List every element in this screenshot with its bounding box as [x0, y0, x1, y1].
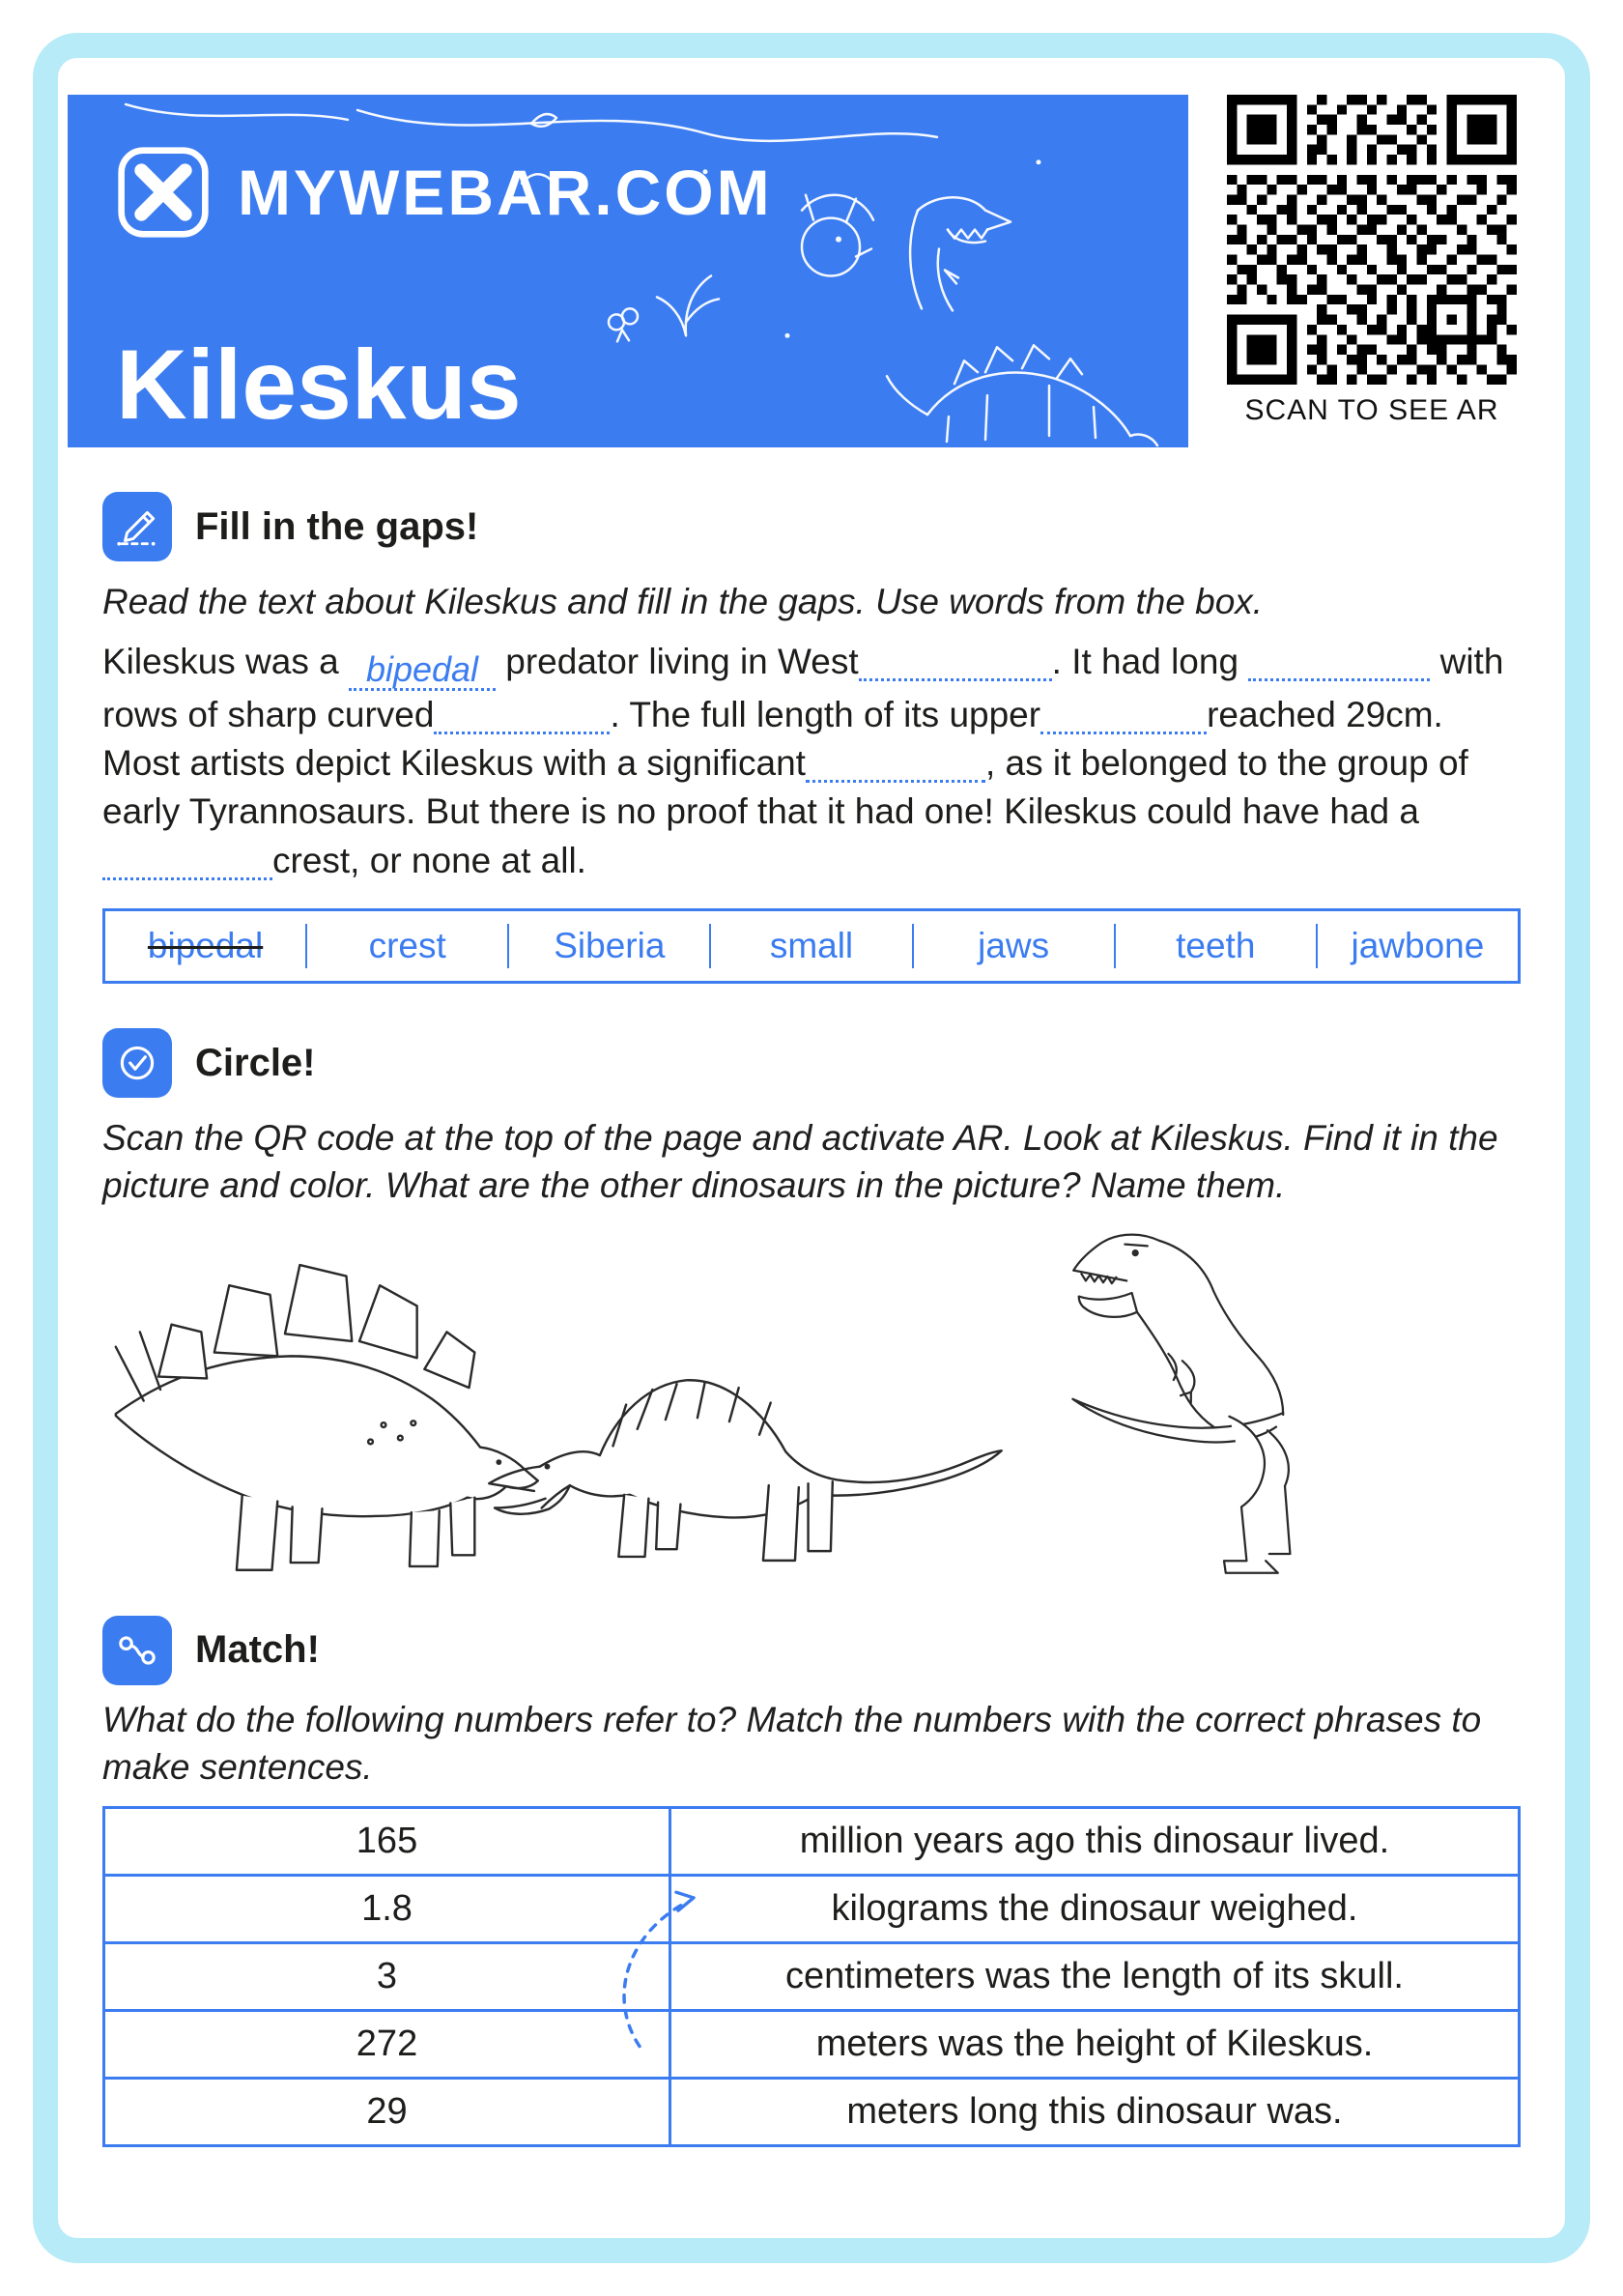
- paragraph-text: . The full length of its upper: [610, 694, 1041, 734]
- match-row: [104, 1943, 1520, 2011]
- fill-gaps-paragraph: [102, 638, 1521, 885]
- fill-gaps-heading: Fill in the gaps!: [195, 504, 479, 548]
- word-box-item: jaws: [978, 926, 1050, 966]
- match-row: [104, 1808, 1520, 1876]
- gap-blank: [102, 846, 272, 880]
- pencil-writing-icon: [102, 492, 172, 561]
- match-number-cell: 272: [104, 2011, 670, 2079]
- allosaurus-line-drawing: [1049, 1206, 1503, 1589]
- section-fill-gaps: [68, 492, 1555, 984]
- match-phrase-cell: meters was the height of Kileskus.: [670, 2011, 1520, 2079]
- circle-check-icon: [102, 1028, 172, 1098]
- gap-blank: [806, 748, 985, 783]
- match-number-cell: 29: [104, 2079, 670, 2146]
- gap-blank: [1248, 646, 1430, 681]
- qr-caption: SCAN TO SEE AR: [1244, 394, 1499, 426]
- page-content: [68, 95, 1555, 2147]
- fill-gaps-heading-row: [102, 492, 1521, 561]
- section-circle: [68, 1028, 1555, 1589]
- word-box-item: crest: [368, 926, 446, 966]
- match-heading: Match!: [195, 1628, 320, 1672]
- paragraph-text: . It had long: [1051, 641, 1249, 681]
- match-connect-icon: [102, 1616, 172, 1685]
- circle-heading: Circle!: [195, 1041, 316, 1084]
- fill-gaps-instruction: Read the text about Kileskus and fill in the gaps. Use words from the box.: [102, 582, 1264, 621]
- mywebar-logo-icon: [116, 145, 211, 240]
- match-table-wrap: [102, 1806, 1521, 2147]
- page-title: Kileskus: [116, 330, 522, 440]
- match-number-cell: 165: [104, 1808, 670, 1876]
- paragraph-text: with rows of sharp curved: [102, 641, 1504, 734]
- match-table: [102, 1806, 1521, 2147]
- word-box-item: jawbone: [1351, 926, 1485, 966]
- gap-blank: [1040, 700, 1207, 734]
- match-heading-row: [102, 1616, 1521, 1685]
- match-phrase-cell: million years ago this dinosaur lived.: [670, 1808, 1520, 1876]
- word-box-item: bipedal: [147, 926, 264, 966]
- spinosaurus-line-drawing: [481, 1326, 1008, 1589]
- qr-panel: [1188, 95, 1555, 447]
- gap-blank: [434, 700, 610, 734]
- match-row: [104, 2079, 1520, 2146]
- match-phrase-cell: kilograms the dinosaur weighed.: [670, 1876, 1520, 1943]
- match-phrase-cell: centimeters was the length of its skull.: [670, 1943, 1520, 2011]
- paragraph-text: reached 29cm. Most artists depict Kileskus with a significant: [102, 694, 1443, 784]
- circle-instruction: Scan the QR code at the top of the page and activate AR. Look at Kileskus. Find it in the picture and color. What are the other dinosaurs in the picture? Name them.: [102, 1118, 1498, 1205]
- brand-name: MYWEBAR.COM: [238, 157, 773, 228]
- match-instruction: What do the following numbers refer to? Match the numbers with the correct phrases to make sentences.: [102, 1699, 1482, 1787]
- word-box-item: Siberia: [554, 926, 666, 966]
- match-row: [104, 2011, 1520, 2079]
- match-number-cell: 3: [104, 1943, 670, 2011]
- paragraph-text: Kileskus was a: [102, 641, 349, 681]
- match-number-cell: 1.8: [104, 1876, 670, 1943]
- header: [68, 95, 1555, 447]
- gap-filled-answer: bipedal: [349, 648, 496, 691]
- brand-row: [116, 145, 1140, 240]
- paragraph-text: , as it belonged to the group of early Tyrannosaurs. But there is no proof that it had one! Kileskus could have had a: [102, 743, 1468, 832]
- dinosaur-drawings: [102, 1218, 1521, 1589]
- circle-heading-row: [102, 1028, 1521, 1098]
- paragraph-text: predator living in West: [496, 641, 859, 681]
- match-phrase-cell: meters long this dinosaur was.: [670, 2079, 1520, 2146]
- word-box-item: small: [769, 926, 854, 966]
- word-box: [102, 908, 1521, 984]
- header-banner: [68, 95, 1188, 447]
- section-match: [68, 1616, 1555, 2148]
- match-row: [104, 1876, 1520, 1943]
- paragraph-text: crest, or none at all.: [272, 840, 586, 880]
- gap-blank: [859, 646, 1052, 681]
- qr-code-icon: [1227, 95, 1517, 385]
- word-box-item: teeth: [1176, 926, 1256, 966]
